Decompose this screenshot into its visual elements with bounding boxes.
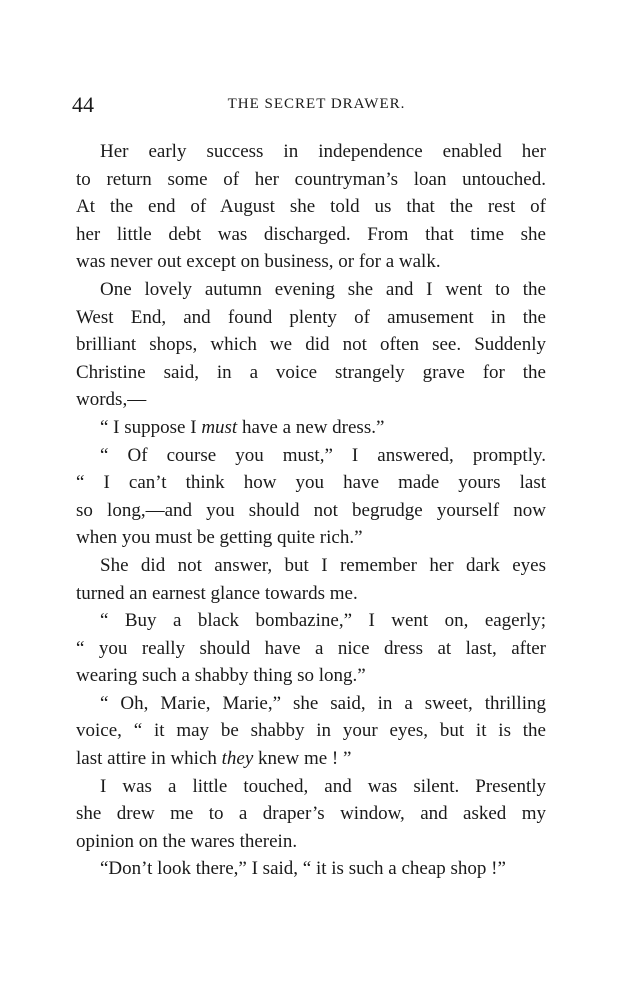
text-line: she drew me to a draper’s window, and asked my <box>76 803 546 825</box>
body-text <box>76 138 546 883</box>
text-line: She did not answer, but I remember her dark eyes <box>100 554 546 576</box>
text-line: West End, and found plenty of amusement in the <box>76 306 546 328</box>
text-line: At the end of August she told us that the rest of <box>76 196 546 218</box>
text-line: brilliant shops, which we did not often see. Suddenly <box>76 334 546 356</box>
text-line: “ Buy a black bombazine,” I went on, eagerly; <box>100 610 546 632</box>
text-line: Her early success in independence enabled her <box>100 141 546 162</box>
text-line: “Don’t look there,” I said, “ it is such a cheap shop !” <box>100 858 506 880</box>
text-line: so long,—and you should not begrudge yourself now <box>76 499 546 521</box>
text-line: wearing such a shabby thing so long.” <box>76 665 366 687</box>
text-line: Christine said, in a voice strangely grave for the <box>76 361 546 383</box>
text-line: “ I can’t think how you have made yours last <box>76 472 546 494</box>
text-line: “ Oh, Marie, Marie,” she said, in a sweet, thrilling <box>100 692 546 714</box>
text-line: “ I suppose I must have a new dress.” <box>100 416 385 438</box>
text-line: to return some of her countryman’s loan untouched. <box>76 168 546 190</box>
text-line: turned an earnest glance towards me. <box>76 582 358 604</box>
page-number: 44 <box>72 92 94 117</box>
text-line: was never out except on business, or for a walk. <box>76 251 441 273</box>
text-line: voice, “ it may be shabby in your eyes, but it is the <box>76 720 546 742</box>
text-line: her little debt was discharged. From that time she <box>76 223 546 245</box>
text-line: “ you really should have a nice dress at last, after <box>76 637 546 659</box>
text-line: when you must be getting quite rich.” <box>76 527 363 549</box>
text-line: opinion on the wares therein. <box>76 830 298 852</box>
running-title: THE SECRET DRAWER. <box>227 96 406 112</box>
text-line: One lovely autumn evening she and I went to the <box>100 278 546 300</box>
text-line: last attire in which they knew me ! ” <box>76 748 352 770</box>
text-line: words,— <box>76 389 147 411</box>
text-line: “ Of course you must,” I answered, promptly. <box>100 444 546 466</box>
text-line: I was a little touched, and was silent. Presently <box>100 775 546 797</box>
